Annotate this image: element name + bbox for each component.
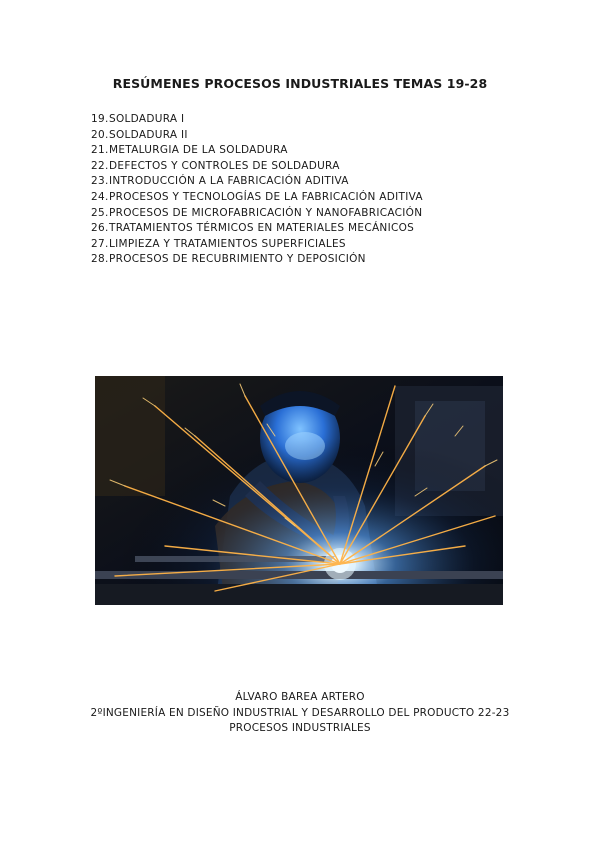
topic-item <box>91 112 423 128</box>
topic-item <box>91 221 423 237</box>
topic-label: PROCESOS Y TECNOLOGÍAS DE LA FABRICACIÓN ADITIVA <box>109 190 423 203</box>
topic-label: INTRODUCCIÓN A LA FABRICACIÓN ADITIVA <box>109 175 349 188</box>
topic-item <box>91 128 423 144</box>
topic-number: 27. <box>91 237 109 250</box>
topic-number: 22. <box>91 159 109 172</box>
topic-list <box>91 112 423 268</box>
topic-number: 26. <box>91 222 109 235</box>
topic-number: 24. <box>91 190 109 203</box>
topic-label: METALURGIA DE LA SOLDADURA <box>109 144 288 157</box>
welder-illustration <box>95 376 503 605</box>
topic-item <box>91 252 423 268</box>
topic-label: DEFECTOS Y CONTROLES DE SOLDADURA <box>109 159 340 172</box>
topic-number: 20. <box>91 128 109 141</box>
topic-item <box>91 159 423 175</box>
topic-number: 28. <box>91 253 109 266</box>
topic-label: TRATAMIENTOS TÉRMICOS EN MATERIALES MECÁNICOS <box>109 222 415 235</box>
topic-number: 21. <box>91 144 109 157</box>
degree-line: 2ºINGENIERÍA EN DISEÑO INDUSTRIAL Y DESARROLLO DEL PRODUCTO 22-23 <box>90 706 510 719</box>
topic-item <box>91 143 423 159</box>
welding-photo <box>95 376 503 605</box>
topic-label: SOLDADURA I <box>109 113 185 125</box>
cover-footer <box>0 690 600 737</box>
topic-label: PROCESOS DE RECUBRIMIENTO Y DEPOSICIÓN <box>109 253 366 266</box>
topic-number: 19. <box>91 113 109 125</box>
topic-item <box>91 206 423 222</box>
document-title: RESÚMENES PROCESOS INDUSTRIALES TEMAS 19-28 <box>112 76 488 91</box>
topic-number: 25. <box>91 206 109 219</box>
topic-label: SOLDADURA II <box>109 128 188 141</box>
topic-label: PROCESOS DE MICROFABRICACIÓN Y NANOFABRICACIÓN <box>109 206 423 219</box>
topic-item <box>91 174 423 190</box>
topic-item <box>91 237 423 253</box>
topic-item <box>91 190 423 206</box>
subject-line: PROCESOS INDUSTRIALES <box>229 722 371 735</box>
topic-number: 23. <box>91 175 109 188</box>
author-name: ÁLVARO BAREA ARTERO <box>235 691 365 703</box>
topic-label: LIMPIEZA Y TRATAMIENTOS SUPERFICIALES <box>109 237 346 250</box>
